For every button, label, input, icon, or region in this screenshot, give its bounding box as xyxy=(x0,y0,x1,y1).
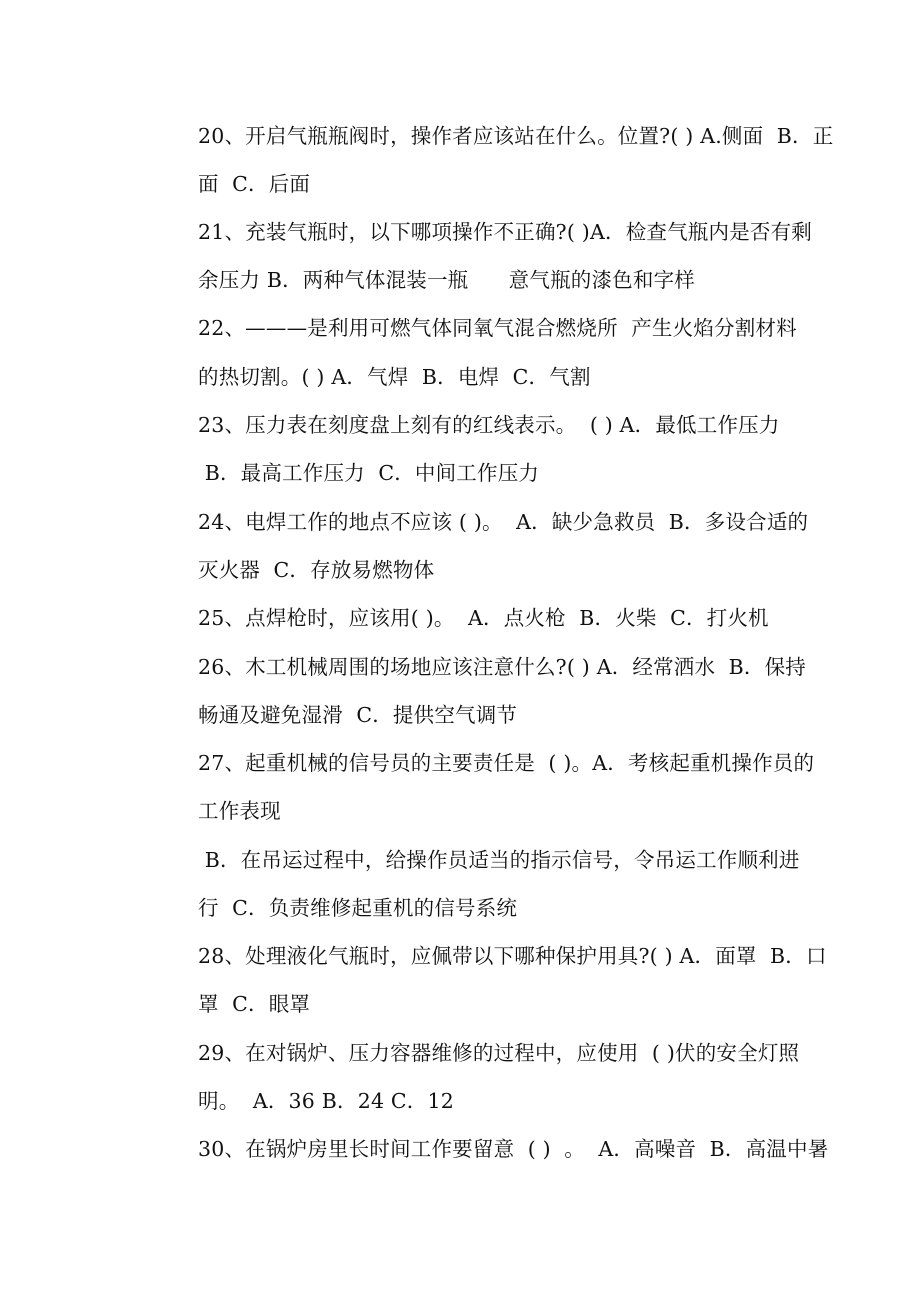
text-line: 工作表现 xyxy=(198,799,281,823)
text-line: 26、木工机械周围的场地应该注意什么?( ) A．经常洒水 B．保持 xyxy=(198,655,807,679)
text-line: 畅通及避免湿滑 C．提供空气调节 xyxy=(198,703,518,727)
text-line: 罩 C．眼罩 xyxy=(198,992,311,1016)
text-line: B．在吊运过程中，给操作员适当的指示信号，令吊运工作顺利进 xyxy=(198,848,800,872)
text-line: 明。 A．36 B．24 C．12 xyxy=(198,1089,454,1113)
text-line: 21、充装气瓶时，以下哪项操作不正确?( )A．检查气瓶内是否有剩 xyxy=(198,220,812,244)
text-line: 行 C．负责维修起重机的信号系统 xyxy=(198,896,518,920)
text-line: 25、点焊枪时，应该用( )。 A．点火枪 B．火柴 C．打火机 xyxy=(198,606,769,630)
text-line: 的热切割。( ) A．气焊 B．电焊 C．气割 xyxy=(198,365,591,389)
text-line: 29、在对锅炉、压力容器维修的过程中，应使用 ( )伏的安全灯照 xyxy=(198,1041,800,1065)
text-line: 22、———是利用可燃气体同氧气混合燃烧所 产生火焰分割材料 xyxy=(198,316,797,340)
text-line: 余压力 B．两种气体混装一瓶 意气瓶的漆色和字样 xyxy=(198,268,695,292)
text-line: 27、起重机械的信号员的主要责任是 ( )。A．考核起重机操作员的 xyxy=(198,751,815,775)
text-line: 灭火器 C．存放易燃物体 xyxy=(198,558,435,582)
text-line: 24、电焊工作的地点不应该 ( )。 A．缺少急救员 B．多设合适的 xyxy=(198,510,809,534)
text-line: 面 C．后面 xyxy=(198,172,311,196)
text-line: B．最高工作压力 C．中间工作压力 xyxy=(198,461,540,485)
text-line: 20、开启气瓶瓶阀时，操作者应该站在什么。位置?( ) A.侧面 B．正 xyxy=(198,124,834,148)
text-line: 28、处理液化气瓶时，应佩带以下哪种保护用具?( ) A．面罩 B．口 xyxy=(198,944,827,968)
text-line: 23、压力表在刻度盘上刻有的红线表示。 ( ) A．最低工作压力 xyxy=(198,413,780,437)
text-line: 30、在锅炉房里长时间工作要留意 ( ) 。 A．高噪音 B．高温中暑 xyxy=(198,1137,829,1161)
